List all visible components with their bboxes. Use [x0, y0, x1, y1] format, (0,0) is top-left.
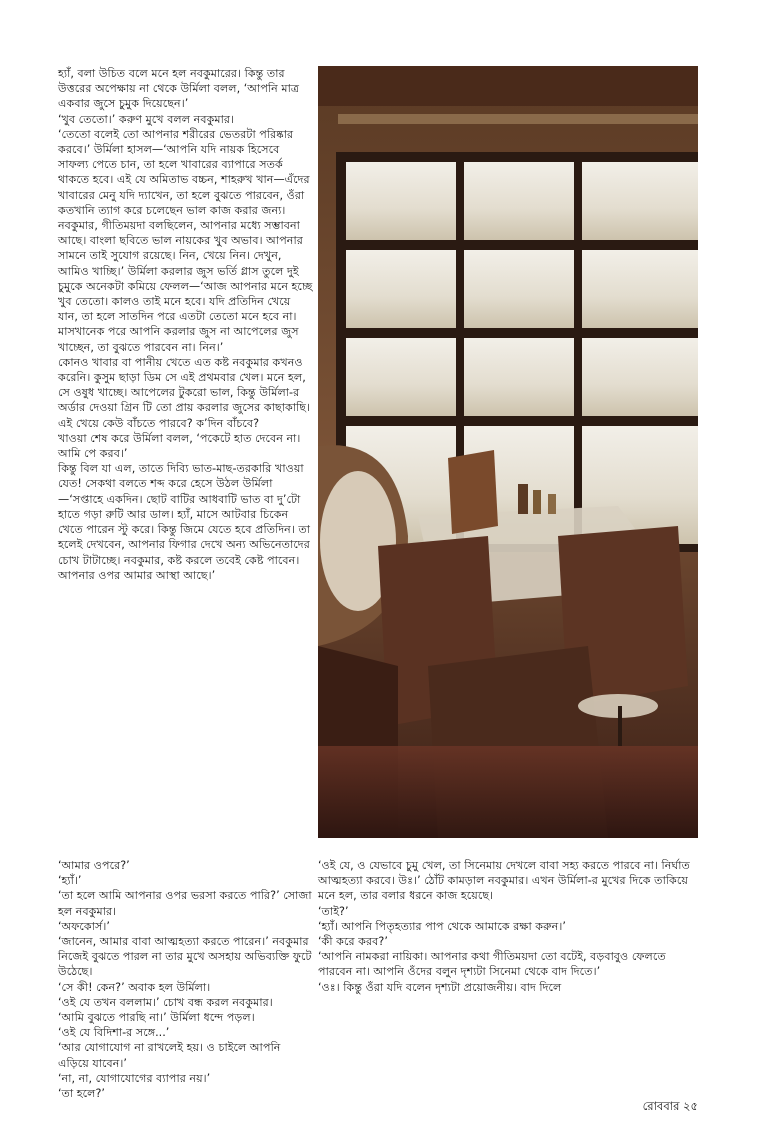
paragraph: ‘কী করে করব?’	[318, 935, 388, 949]
paragraph: ‘তা হলে আমি আপনার ওপর ভরসা করতে পারি?’ সোজা হল নবকুমার।	[58, 889, 312, 918]
paragraph: ‘তাই?’	[318, 904, 349, 918]
paragraph: ‘হ্যাঁ। আপনি পিতৃহত্যার পাপ থেকে আমাকে রক্ষা করুন।’	[318, 919, 566, 933]
cafe-window-illustration	[318, 66, 698, 838]
paragraph: কোনও খাবার বা পানীয় খেতে এত কষ্ট নবকুমার কখনও করেনি। কুসুম ছাড়া ডিম সে এই প্রথমবার খেল। মনে হল, সে ওষুধ খাচ্ছে। আপেলের টুকরো ভাল, কিন্তু উর্মিলা-র অর্ডার দেওয়া গ্রিন টি তো প্রায় করলার জুসের কাছাকাছি। এই খেয়ে কেউ বাঁচতে পারবে? ক’দিন বাঁচবে?	[58, 355, 311, 430]
paragraph: ‘আমার ওপরে?’	[58, 859, 130, 872]
paragraph: ‘সে কী! কেন?’ অবাক হল উর্মিলা।	[58, 980, 211, 994]
paragraph: ‘তেতো বলেই তো আপনার শরীরের ভেতরটা পরিষ্কার করবে।’ উর্মিলা হাসল—‘আপনি যদি নায়ক হিসেবে সাফল্য পেতে চান, তা হলে খাবারের ব্যাপারে সতর্ক থাকতে হবে। এই যে অমিতাভ বচ্চন, শাহরুখ খান—এঁদের খাবারের মেনু যদি দ্যাখেন, তা হলে বুঝতে পারবেন, ওঁরা কতখানি ত্যাগ করে চলেছেন ভাল কাজ করার জন্য। নবকুমার, গীতিময়দা বলছিলেন, আপনার মধ্যে সম্ভাবনা আছে। বাংলা ছবিতে ভাল নায়কের খুব অভাব। আপনার সামনে তাই সুযোগ রয়েছে। নিন, খেয়ে নিন। দেখুন, আমিও খাচ্ছি।’ উর্মিলা করলার জুস ভর্তি গ্লাস তুলে দুই চুমুকে অনেকটা কমিয়ে ফেলল—‘আজ আপনার মনে হচ্ছে খুব তেতো। কালও তাই মনে হবে। যদি প্রতিদিন খেয়ে যান, তা হলে সাতদিন পরে এতটা তেতো মনে হবে না। মাসখানেক পরে আপনি করলার জুস না আপেলের জুস খাচ্ছেন, তা বুঝতে পারবেন না। নিন।’	[58, 127, 313, 354]
paragraph: ‘আর যোগাযোগ না রাখলেই হয়। ও চাইলে আপনি এড়িয়ে যাবেন।’	[58, 1041, 281, 1070]
paragraph: কিন্তু বিল যা এল, তাতে দিব্যি ভাত-মাছ-তরকারি খাওয়া যেত! সেকথা বলতে শব্দ করে হেসে উঠল উর্মিলা—‘সপ্তাহে একদিন। ছোট বাটির আধবাটি ভাত বা দু’টো হাতে গড়া রুটি আর ডাল। হ্যাঁ, মাসে আটবার চিকেন খেতে পারেন স্টু করে। কিন্তু জিমে যেতে হবে প্রতিদিন। তা হলেই দেখবেন, আপনার ফিগার দেখে অন্য অভিনেতাদের চোখ টাটাচ্ছে। নবকুমার, কষ্ট করলে তবেই কেষ্ট পাবেন। আপনার ওপর আমার আস্থা আছে।’	[58, 462, 311, 582]
paragraph: ‘না, না, যোগাযোগের ব্যাপার নয়।’	[58, 1071, 211, 1085]
page-folio: রোববার ২৫	[642, 1099, 698, 1113]
left-text-column	[58, 66, 313, 583]
paragraph: ‘তা হলে?’	[58, 1087, 105, 1101]
paragraph: ‘ওই যে বিদিশা-র সঙ্গে...’	[58, 1026, 170, 1040]
paragraph: ‘জানেন, আমার বাবা আত্মহত্যা করতে পারেন।’ নবকুমার নিজেই বুঝতে পারল না তার মুখে অসহায় অভিব্যক্তি ফুটে উঠেছে।	[58, 935, 312, 979]
paragraph: হ্যাঁ, বলা উচিত বলে মনে হল নবকুমারের। কিন্তু তার উত্তরের অপেক্ষায় না থেকে উর্মিলা বলল, ‘আপনি মাত্র একবার জুসে চুমুক দিয়েছেন।’	[58, 67, 300, 111]
paragraph: খাওয়া শেষ করে উর্মিলা বলল, ‘পকেটে হাত দেবেন না। আমি পে করব।’	[58, 431, 301, 461]
right-text-column	[318, 858, 698, 995]
paragraph: ‘হ্যাঁ।’	[58, 874, 82, 888]
paragraph: ‘আপনি নামকরা নায়িকা। আপনার কথা গীতিময়দা তো বটেই, বড়বাবুও ফেলতে পারবেন না। আপনি ওঁদের বলুন দৃশ্যটা সিনেমা থেকে বাদ দিতে।’	[318, 950, 666, 979]
paragraph: ‘ওই যে তখন বললাম।’ চোখ বন্ধ করল নবকুমার।	[58, 995, 273, 1009]
paragraph: ‘ওই যে, ও যেভাবে চুমু খেল, তা সিনেমায় দেখলে বাবা সহ্য করতে পারবে না। নির্ঘাত আত্মহত্যা করবে। উঃ।’ ঠোঁট কামড়াল নবকুমার। এখন উর্মিলা-র মুখের দিকে তাকিয়ে মনে হল, তার বলার ধরনে কাজ হয়েছে।	[318, 859, 690, 903]
paragraph: ‘অফকোর্স।’	[58, 919, 110, 933]
paragraph: ‘খুব তেতো।’ করুণ মুখে বলল নবকুমার।	[58, 112, 235, 126]
paragraph: ‘ওঃ। কিন্তু ওঁরা যদি বলেন দৃশ্যটা প্রয়োজনীয়। বাদ দিলে	[318, 980, 562, 994]
paragraph: ‘আমি বুঝতে পারছি না।’ উর্মিলা ধন্দে পড়ল।	[58, 1011, 255, 1025]
left-lower-text-column	[58, 858, 313, 1101]
